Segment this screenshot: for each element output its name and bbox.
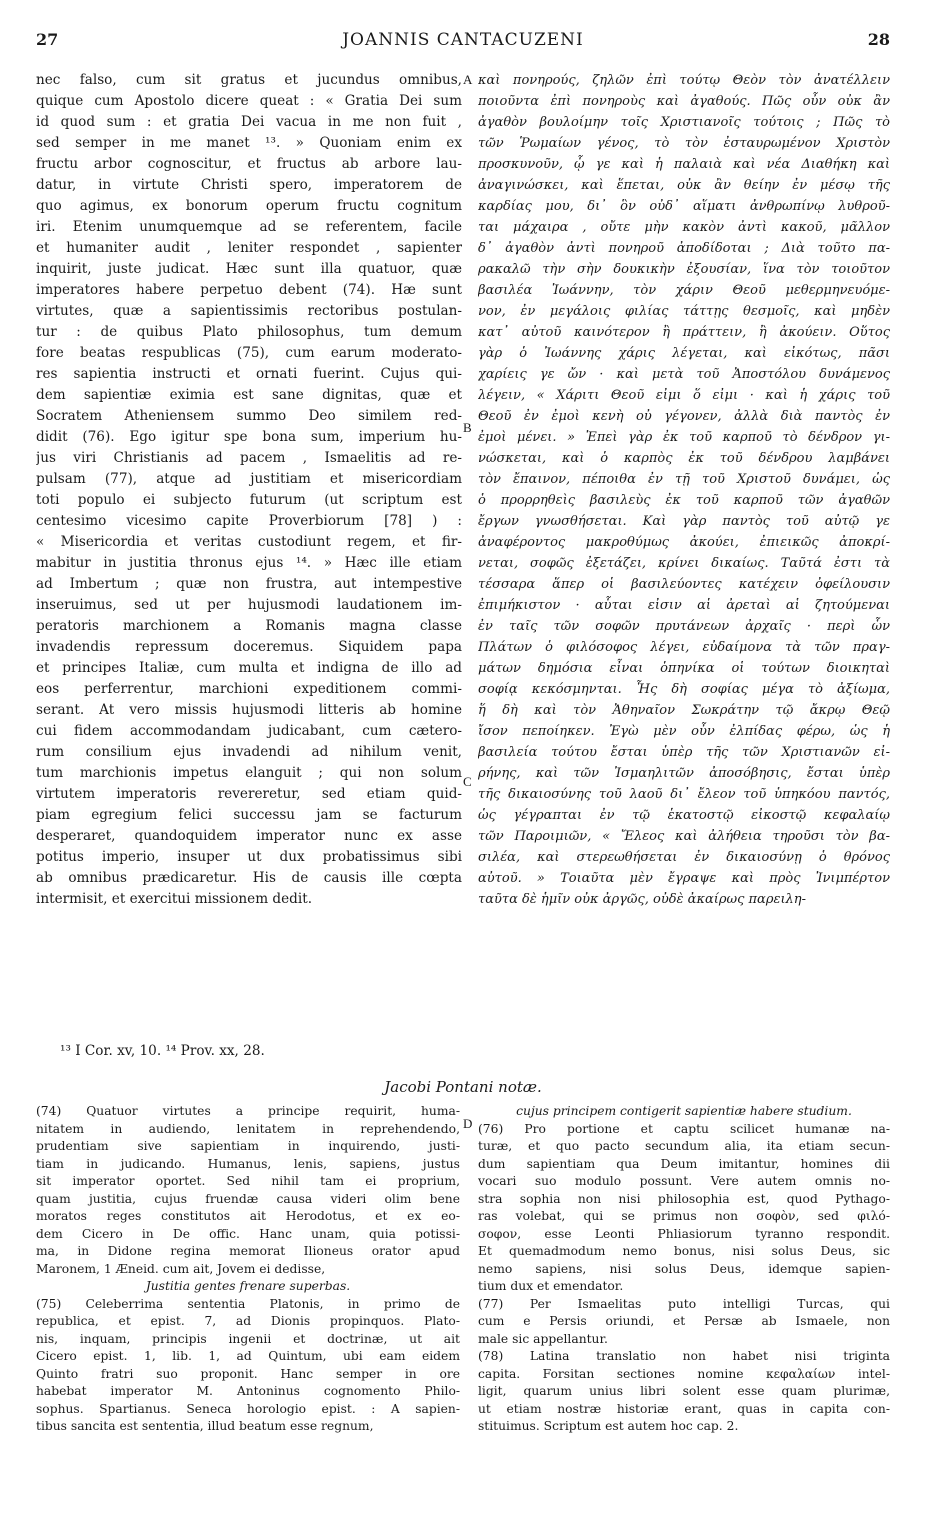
note-text-line: Quinto fratri suo proponit. Hanc semper in ore bbox=[36, 1366, 460, 1381]
greek-text-line: τῆς δικαιοσύνης τοῦ λαοῦ δι᾽ ἔλεον τοῦ ὑπηκόου παντός, bbox=[478, 787, 890, 802]
note-text-line: (74) Quatuor virtutes a principe requirit, huma- bbox=[36, 1104, 460, 1118]
note-text-line: ut etiam nostræ historiæ erant, quas in capita con- bbox=[478, 1401, 890, 1416]
latin-text-line: inquirit, juste judicat. Hæc sunt illa quatuor, quæ bbox=[36, 261, 462, 277]
latin-text-line: eos perferrentur, marchioni expeditionem commi- bbox=[36, 681, 462, 697]
right-page-number: 28 bbox=[867, 30, 890, 49]
greek-text-line: Πλάτων ὁ φιλόσοφος λέγει, εὐδαίμονα τὰ τῶν πραγ- bbox=[478, 640, 890, 655]
latin-text-line: et principes Italiæ, cum multa et indigna de illo ad bbox=[36, 660, 462, 676]
greek-text-line: τῶν Παροιμιῶν, « Ἔλεος καὶ ἀλήθεια τηροῦσι τὸν βα- bbox=[478, 829, 890, 844]
note-text-line: (75) Celeberrima sententia Platonis, in primo de bbox=[36, 1296, 460, 1311]
note-text-line: dum sapientiam qua Deum imitantur, homines dii bbox=[478, 1156, 890, 1171]
latin-text-line: piam egregium felici successu jam se facturum bbox=[36, 807, 462, 823]
latin-text-line: id quod sum : et gratia Dei vacua in me non fuit , bbox=[36, 114, 462, 130]
greek-text-column bbox=[478, 70, 890, 910]
greek-text-line: σιλέα, καὶ στερεωθήσεται ἐν δικαιοσύνῃ ὁ θρόνος bbox=[478, 850, 890, 865]
latin-text-line: imperatores habere perpetuo debent (74). Hæ sunt bbox=[36, 282, 462, 298]
latin-text-line: tur : de quibus Plato philosophus, tum demum bbox=[36, 324, 462, 340]
greek-text-line: βασιλέα Ἰωάννην, τὸν χάριν Θεοῦ μεθερμηνευόμε- bbox=[478, 283, 890, 298]
margin-mark-a: A bbox=[463, 72, 473, 87]
greek-text-line: ἴσον πεποίηκεν. Ἐγὼ μὲν οὖν ἐλπίδας φέρω, ὡς ἡ bbox=[478, 724, 890, 739]
note-text-line: moratos reges constitutos ait Herodotus, et ex eo- bbox=[36, 1209, 460, 1223]
note-text-line: ma, in Didone regina memorat Ilioneus orator apud bbox=[36, 1244, 460, 1258]
note-text-line: cujus principem contigerit sapientiæ habere studium. bbox=[516, 1104, 852, 1118]
note-text-line: turæ, et quo pacto secundum alia, ita etiam secun- bbox=[478, 1139, 890, 1153]
latin-text-line: intermisit, et exercitui missionem dedit. bbox=[36, 891, 313, 907]
latin-text-line: jus viri Christianis ad pacem , Ismaelitis ad re- bbox=[36, 450, 462, 466]
greek-text-line: μάτων δημόσια εἶναι ὁπηνίκα οἱ τούτων διοικηταὶ bbox=[478, 661, 890, 676]
latin-text-line: dem sapientiæ eximia est sane dignitas, quæ et bbox=[36, 387, 462, 403]
latin-text-line: inseruimus, sed ut per hujusmodi laudationem im- bbox=[36, 597, 462, 613]
greek-text-line: ἔργων γνωσθήσεται. Καὶ γὰρ παντὸς τοῦ αὐτῷ γε bbox=[478, 514, 890, 529]
latin-text-line: fore beatas respublicas (75), cum earum moderato- bbox=[36, 345, 462, 361]
greek-text-line: ποιοῦντα ἐπὶ πονηροὺς καὶ ἀγαθούς. Πῶς οὖν οὐκ ἂν bbox=[478, 94, 890, 109]
latin-text-line: centesimo vicesimo capite Proverbiorum [78] ) : bbox=[36, 513, 462, 529]
note-text-line: (76) Pro portione et captu scilicet humanæ na- bbox=[478, 1121, 890, 1136]
greek-text-line: ἀναγινώσκει, καὶ ἕπεται, οὐκ ἂν θείην ἐν μέσῳ τῆς bbox=[478, 178, 890, 193]
note-text-line: capita. Forsitan sectiones nomine κεφαλαίων intel- bbox=[478, 1366, 890, 1381]
latin-text-column bbox=[36, 70, 462, 910]
latin-text-line: cui fidem accommodandam judicabant, cum cætero- bbox=[36, 723, 462, 739]
greek-text-line: ταῦτα δὲ ἡμῖν οὐκ ἀργῶς, οὐδὲ ἀκαίρως παρειλη- bbox=[478, 892, 806, 907]
latin-text-line: peratoris marchionem a Romanis magna classe bbox=[36, 618, 462, 634]
note-text-line: quam justitia, cujus fruendæ causa videri olim bene bbox=[36, 1191, 460, 1206]
latin-text-line: « Misericordia et veritas custodiunt regem, et fir- bbox=[36, 534, 462, 550]
greek-text-line: ρήνης, καὶ τῶν Ἰσμαηλιτῶν ἀποσόβησις, ἔσται ὑπὲρ bbox=[478, 766, 890, 781]
latin-text-line: ad Imbertum ; quæ non frustra, aut intempestive bbox=[36, 576, 462, 592]
left-page-number: 27 bbox=[36, 30, 59, 49]
note-text-line: Justitia gentes frenare superbas. bbox=[145, 1279, 351, 1293]
greek-text-line: ἥ δὴ καὶ τὸν Ἀθηναῖον Σωκράτην τῷ ἄκρῳ Θεῷ bbox=[478, 703, 890, 718]
note-text-line: stra sophia non nisi philosophia est, quod Pythago- bbox=[478, 1191, 890, 1206]
latin-text-line: invadendis repressum doceremus. Siquidem papa bbox=[36, 639, 462, 655]
notes-left-column bbox=[36, 1103, 460, 1436]
note-text-line: prudentiam sive sapientiam in inquirendo, justi- bbox=[36, 1139, 460, 1153]
margin-mark-b: B bbox=[463, 420, 472, 435]
footnotes: ¹³ I Cor. xv, 10. ¹⁴ Prov. xx, 28. bbox=[60, 1043, 265, 1059]
greek-text-line: ἐν ταῖς τῶν σοφῶν πρυτάνεων ἀρχαῖς · περὶ ὧν bbox=[478, 619, 890, 634]
greek-text-line: αὐτοῦ. » Τοιαῦτα μὲν ἔγραψε καὶ πρὸς Ἰνιμπέρτον bbox=[478, 871, 890, 886]
note-text-line: tiam in judicando. Humanus, lenis, sapiens, justus bbox=[36, 1156, 460, 1171]
note-text-line: male sic appellantur. bbox=[478, 1331, 608, 1346]
latin-text-line: datur, in virtute Christi spero, imperatorem de bbox=[36, 177, 462, 193]
note-text-line: ras volebat, qui se primus non σοφὸν, sed φιλό- bbox=[478, 1209, 890, 1223]
note-text-line: sophus. Spartianus. Seneca horologio epist. : A sapien- bbox=[36, 1401, 460, 1416]
greek-text-line: χαρίεις γε ὤν · καὶ μετὰ τοῦ Ἀποστόλου δυνάμενος bbox=[478, 367, 890, 382]
note-text-line: dem Cicero in De offic. Hanc unam, quia potissi- bbox=[36, 1226, 460, 1241]
greek-text-line: γὰρ ὁ Ἰωάννης χάρις λέγεται, καὶ εἰκότως, πᾶσι bbox=[478, 346, 890, 361]
note-text-line: sit imperator oportet. Sed nihil tam ei proprium, bbox=[36, 1174, 460, 1188]
greek-text-line: ἐμοὶ μένει. » Ἐπεὶ γὰρ ἐκ τοῦ καρποῦ τὸ δένδρον γι- bbox=[478, 430, 890, 445]
greek-text-line: ἀγαθὸν βουλοίμην τοῖς Χριστιανοῖς τούτοις ; Πῶς τὸ bbox=[478, 115, 890, 130]
latin-text-line: serant. At vero missis hujusmodi litteris ab homine bbox=[36, 702, 462, 718]
latin-text-line: didit (76). Ego igitur spe bona sum, imperium hu- bbox=[36, 429, 462, 445]
note-text-line: σοφον, esse Leonti Phliasiorum tyranno respondit. bbox=[478, 1226, 890, 1241]
latin-text-line: et humaniter audit , leniter respondet , sapienter bbox=[36, 240, 462, 256]
running-title: JOANNIS CANTACUZENI bbox=[342, 30, 584, 50]
note-text-line: Maronem, 1 Æneid. cum ait, Jovem ei dedisse, bbox=[36, 1261, 326, 1276]
note-text-line: vocari suo modulo possunt. Vere autem omnis no- bbox=[478, 1174, 890, 1188]
latin-text-line: ab omnibus prædicaretur. His de causis ille cœpta bbox=[36, 870, 462, 886]
note-text-line: nemo sapiens, nisi solus Deus, idemque sapien- bbox=[478, 1261, 890, 1276]
greek-text-line: τέσσαρα ἅπερ οἱ βασιλεύοντες κατέχειν ὀφείλουσιν bbox=[478, 577, 890, 592]
greek-text-line: νώσκεται, καὶ ὁ καρπὸς ἐκ τοῦ δένδρου λαμβάνει bbox=[478, 451, 890, 466]
latin-text-line: potitus imperio, insuper ut dux probatissimus sibi bbox=[36, 849, 462, 865]
greek-text-line: καρδίας μου, δι᾽ ὃν οὐδ᾽ αἵματι ἀνθρωπίνῳ λυθροῦ- bbox=[478, 199, 890, 214]
note-text-line: tium dux et emendator. bbox=[478, 1279, 624, 1293]
note-text-line: habebat imperator M. Antoninus cognomento Philo- bbox=[36, 1384, 460, 1398]
greek-text-line: προσκυνοῦν, ᾧ γε καὶ ἡ παλαιὰ καὶ νέα Διαθήκη καὶ bbox=[478, 157, 890, 172]
note-text-line: cum e Persis oriundi, et Persæ ab Ismaele, non bbox=[478, 1314, 890, 1328]
notes-right-column bbox=[478, 1103, 890, 1436]
note-text-line: tibus sancita est sententia, illud beatum esse regnum, bbox=[36, 1419, 374, 1433]
greek-text-line: ὡς γέγραπται ἐν τῷ ἑκατοστῷ εἰκοστῷ κεφαλαίῳ bbox=[478, 808, 890, 823]
greek-text-line: ται μάχαιρα , οὔτε μὴν κακὸν ἀντὶ κακοῦ, μᾶλλον bbox=[478, 220, 890, 235]
margin-mark-c: C bbox=[463, 774, 472, 789]
note-text-line: (77) Per Ismaelitas puto intelligi Turcas, qui bbox=[478, 1296, 890, 1311]
latin-text-line: mabitur in justitia thronus ejus ¹⁴. » Hæc ille etiam bbox=[36, 555, 462, 571]
latin-text-line: sed semper in me manet ¹³. » Quoniam enim ex bbox=[36, 135, 462, 151]
greek-text-line: Θεοῦ ἐν ἐμοὶ κενὴ οὐ γέγονεν, ἀλλὰ διὰ παντὸς ἐν bbox=[478, 409, 890, 424]
note-text-line: nitatem in audiendo, lenitatem in reprehendendo, bbox=[36, 1121, 460, 1136]
greek-text-line: σοφίᾳ κεκόσμηνται. Ἧς δὴ σοφίας μέγα τὸ ἀξίωμα, bbox=[478, 682, 890, 697]
greek-text-line: ἀναφέροντος μακροθύμως ἀκούει, ἐπιεικῶς ἀποκρί- bbox=[478, 535, 890, 550]
greek-text-line: ἐπιμήκιστον · αὗται εἰσιν αἱ ἀρεταὶ αἱ ζητούμεναι bbox=[478, 598, 890, 613]
greek-text-line: ρακαλῶ τὴν σὴν δουκικὴν ἐξουσίαν, ἵνα τὸν τοιοῦτον bbox=[478, 262, 890, 277]
greek-text-line: καὶ πονηρούς, ζηλῶν ἐπὶ τούτῳ Θεὸν τὸν ἀνατέλλειν bbox=[478, 73, 890, 88]
greek-text-line: τῶν Ῥωμαίων γένος, τὸ τὸν ἐσταυρωμένον Χριστὸν bbox=[478, 136, 890, 151]
latin-text-line: quique cum Apostolo dicere queat : « Gratia Dei sum bbox=[36, 93, 462, 109]
margin-mark-d: D bbox=[463, 1116, 473, 1131]
latin-text-line: toti populo ei subjecto futurum (ut scriptum est bbox=[36, 492, 462, 508]
note-text-line: (78) Latina translatio non habet nisi triginta bbox=[478, 1349, 890, 1363]
greek-text-line: νον, ἐν μεγάλοις φιλίας τάττῃς θεσμοῖς, καὶ μηδὲν bbox=[478, 304, 890, 319]
notes-heading: Jacobi Pontani notæ. bbox=[384, 1078, 542, 1096]
latin-text-line: pulsam (77), atque ad justitiam et misericordiam bbox=[36, 471, 462, 487]
greek-text-line: ὁ προρρηθεὶς βασιλεὺς ἐκ τοῦ καρποῦ τῶν ἀγαθῶν bbox=[478, 493, 890, 508]
latin-text-line: iri. Etenim unumquemque ad se referentem, facile bbox=[36, 219, 462, 235]
latin-text-line: res sapientia instructi et ornati fuerint. Cujus qui- bbox=[36, 366, 462, 382]
latin-text-line: virtutem imperatoris revereretur, sed etiam quid- bbox=[36, 786, 462, 802]
greek-text-line: λέγειν, « Χάριτι Θεοῦ εἰμι ὅ εἰμι · καὶ ἡ χάρις τοῦ bbox=[478, 388, 890, 403]
greek-text-line: δ᾽ ἀγαθὸν ἀντὶ πονηροῦ ἀποδίδοται ; Διὰ τοῦτο πα- bbox=[478, 241, 890, 256]
greek-text-line: τὸν ἔπαινον, πέποιθα ἐν τῇ τοῦ Χριστοῦ δυνάμει, ὡς bbox=[478, 472, 890, 487]
latin-text-line: quo agimus, ex bonorum operum fructu cognitum bbox=[36, 198, 462, 214]
latin-text-line: fructu arbor cognoscitur, et fructus ab arbore lau- bbox=[36, 156, 462, 172]
latin-text-line: nec falso, cum sit gratus et jucundus omnibus, bbox=[36, 72, 462, 88]
latin-text-line: virtutes, quæ a sapientissimis rectoribus postulan- bbox=[36, 303, 462, 319]
latin-text-line: Socratem Atheniensem summo Deo similem red- bbox=[36, 408, 462, 424]
note-text-line: nis, inquam, principis ingenii et doctrinæ, ut ait bbox=[36, 1331, 460, 1346]
greek-text-line: κατ᾽ αὐτοῦ καινότερον ἢ πράττειν, ἢ ἀκούειν. Οὕτος bbox=[478, 325, 890, 340]
note-text-line: stituimus. Scriptum est autem hoc cap. 2. bbox=[478, 1419, 739, 1433]
note-text-line: Cicero epist. 1, lib. 1, ad Quintum, ubi eam eidem bbox=[36, 1349, 460, 1363]
latin-text-line: desperaret, quandoquidem imperator nunc ex asse bbox=[36, 828, 462, 844]
greek-text-line: νεται, σοφῶς ἐξετάζει, κρίνει δικαίως. Ταῦτά ἐστι τὰ bbox=[478, 556, 890, 571]
note-text-line: republica, et epist. 7, ad Dionis propinquos. Plato- bbox=[36, 1314, 460, 1328]
greek-text-line: βασιλεία τούτου ἔσται ὑπὲρ τῆς τῶν Χριστιανῶν εἰ- bbox=[478, 745, 890, 760]
latin-text-line: tum marchionis impetus elanguit ; qui non solum bbox=[36, 765, 462, 781]
note-text-line: Et quemadmodum nemo bonus, nisi solus Deus, sic bbox=[478, 1244, 890, 1258]
latin-text-line: rum consilium ejus invadendi ad nihilum venit, bbox=[36, 744, 462, 760]
note-text-line: ligit, quarum unius libri solent esse quam plurimæ, bbox=[478, 1384, 890, 1398]
